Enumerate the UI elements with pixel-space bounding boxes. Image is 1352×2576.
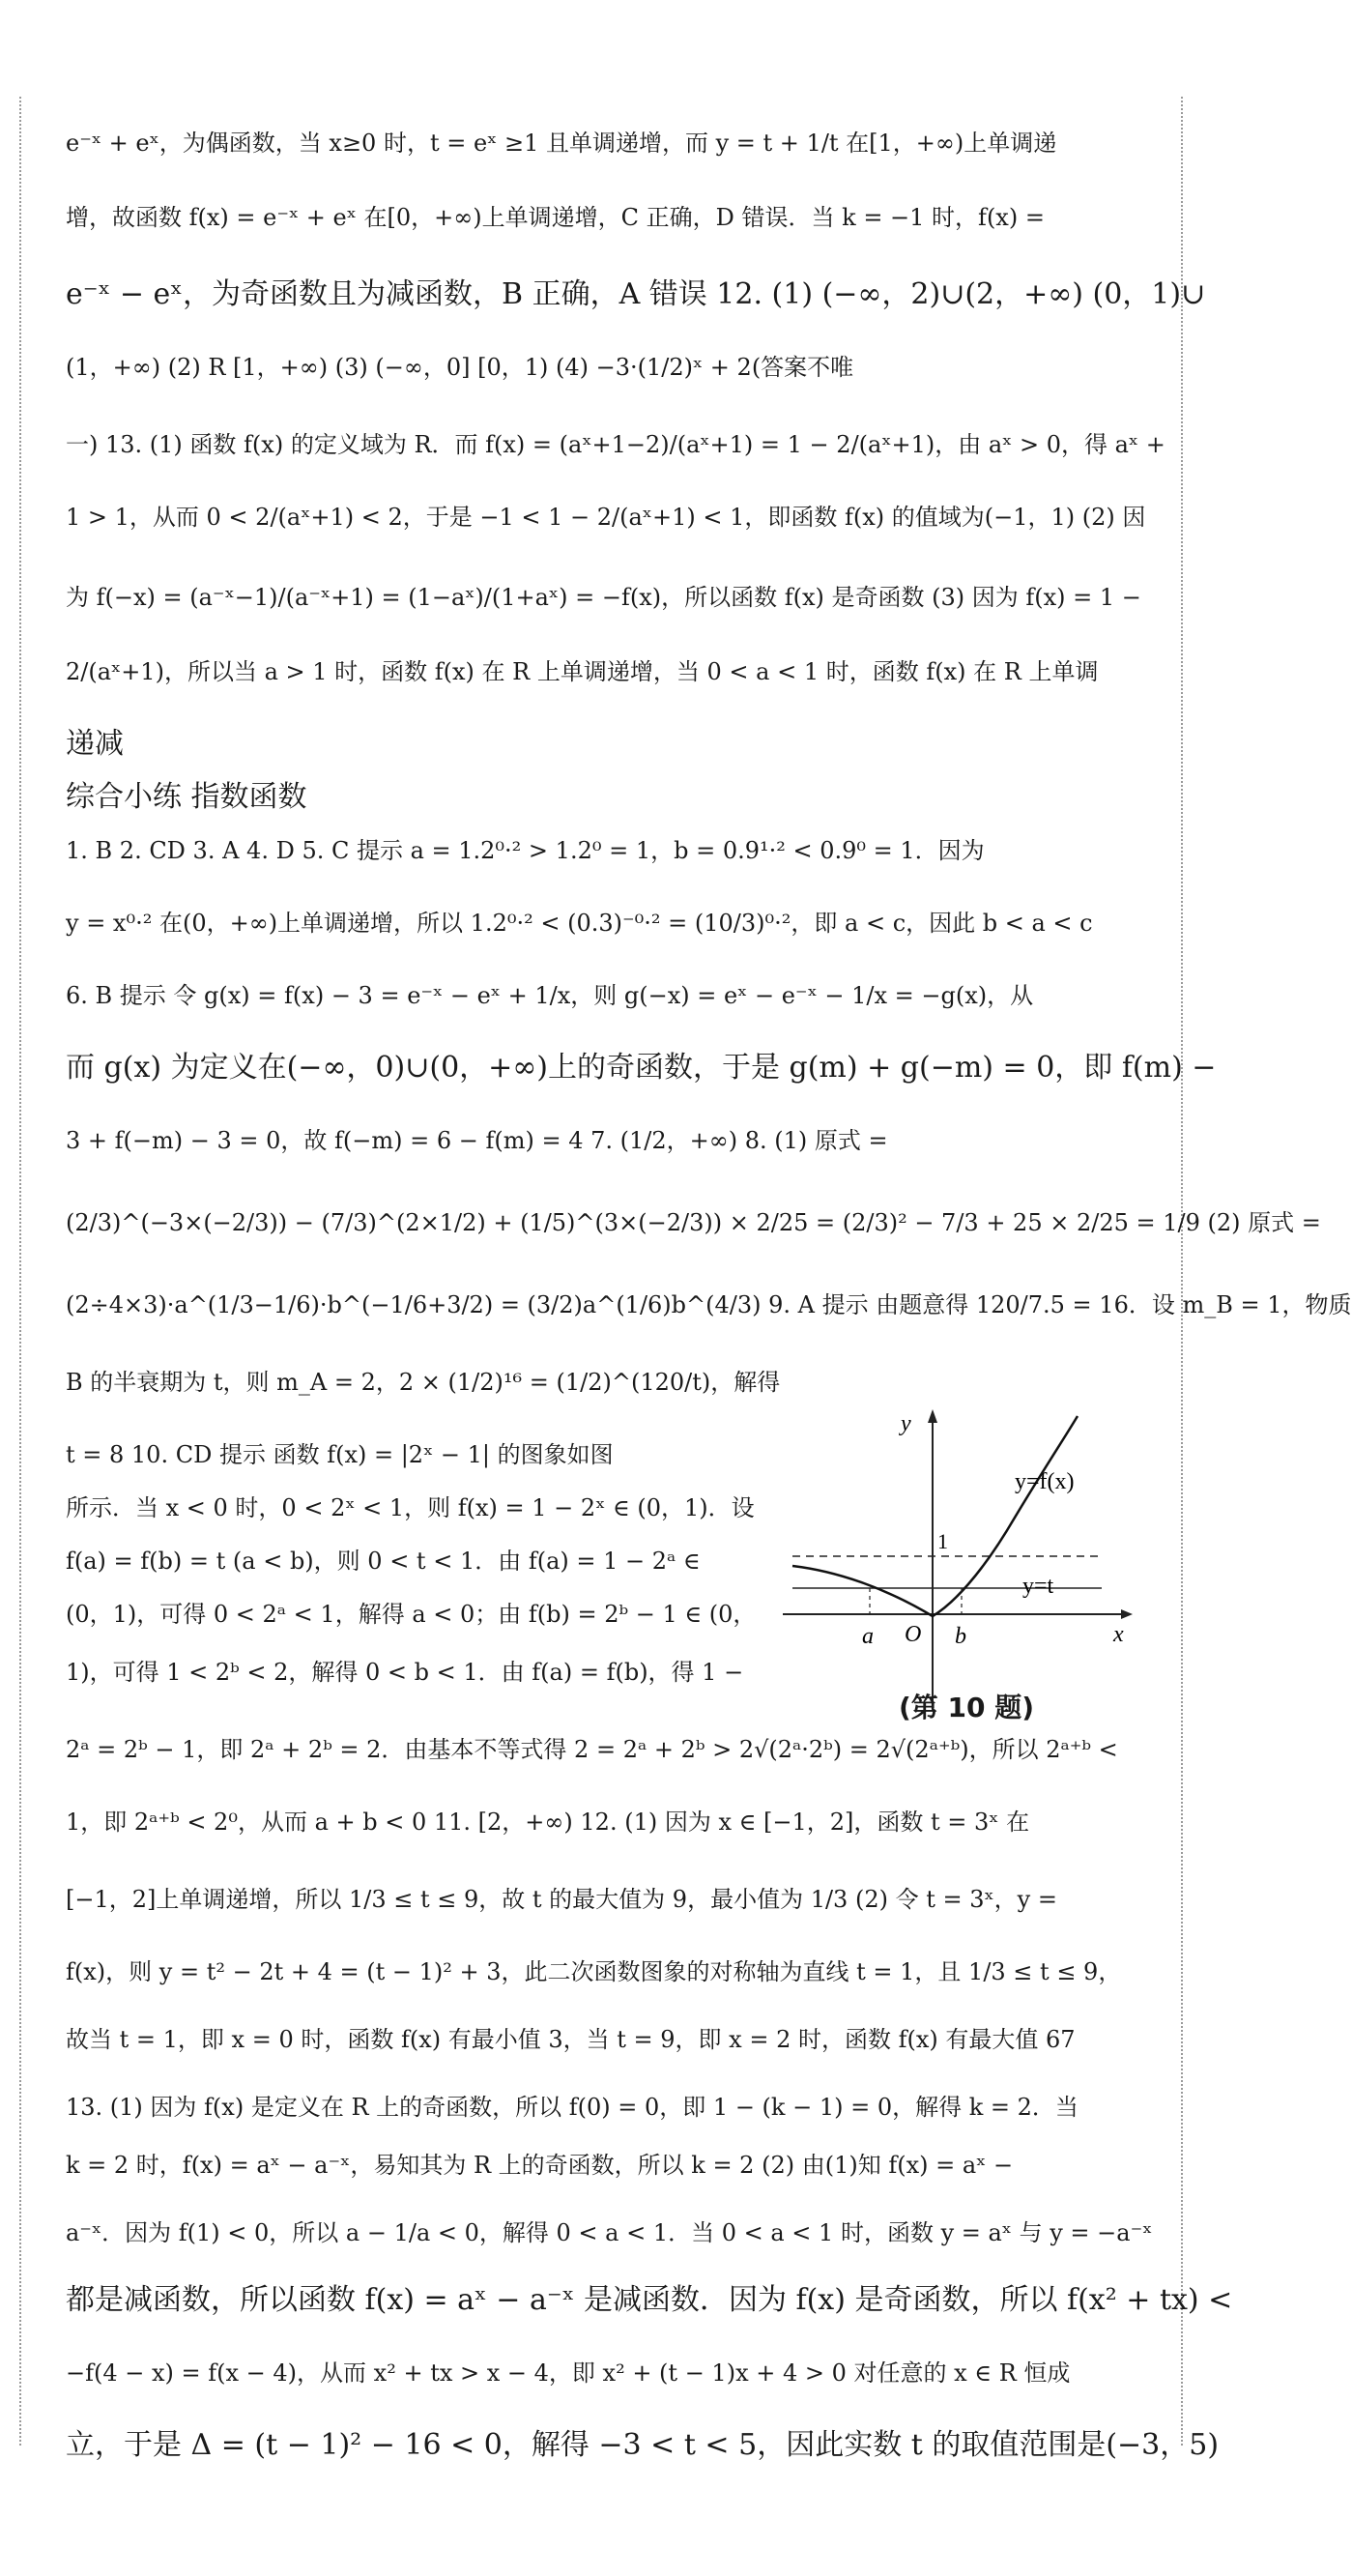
a-label: a [862,1624,874,1649]
text-line: 增，故函数 f(x) = e⁻ˣ + eˣ 在[0，+∞)上单调递增，C 正确，D 错误．当 k = −1 时，f(x) = [66,204,1045,231]
text-line: 都是减函数，所以函数 f(x) = aˣ − a⁻ˣ 是减函数．因为 f(x) 是奇函数，所以 f(x² + tx) < [66,2283,1233,2317]
text-line: f(x)，则 y = t² − 2t + 4 = (t − 1)² + 3，此二次函数图象的对称轴为直线 t = 1，且 1/3 ≤ t ≤ 9， [66,1958,1122,1985]
text-line: 2ᵃ = 2ᵇ − 1，即 2ᵃ + 2ᵇ = 2．由基本不等式得 2 = 2ᵃ + 2ᵇ > 2√(2ᵃ·2ᵇ) = 2√(2ᵃ⁺ᵇ)，所以 2ᵃ⁺ᵇ < [66,1736,1118,1763]
text-line: 递减 [66,727,124,761]
text-line: y = x⁰·² 在(0，+∞)上单调递增，所以 1.2⁰·² < (0.3)⁻⁰·² = (10/3)⁰·²，即 a < c，因此 b < a < c [66,910,1093,937]
text-line: e⁻ˣ + eˣ，为偶函数，当 x≥0 时，t = eˣ ≥1 且单调递增，而 y = t + 1/t 在[1，+∞)上单调递 [66,130,1057,157]
text-line: f(a) = f(b) = t (a < b)，则 0 < t < 1．由 f(a) = 1 − 2ᵃ ∈ [66,1548,701,1575]
text-line: −f(4 − x) = f(x − 4)，从而 x² + tx > x − 4，即 x² + (t − 1)x + 4 > 0 对任意的 x ∈ R 恒成 [66,2359,1071,2387]
curve-label: y=f(x) [1015,1469,1075,1494]
text-line: 而 g(x) 为定义在(−∞，0)∪(0，+∞)上的奇函数，于是 g(m) + g(−m) = 0，即 f(m) − [66,1051,1217,1085]
left-margin-rule [19,97,21,2446]
figure-10-graph [783,1402,1140,1721]
text-line: 为 f(−x) = (a⁻ˣ−1)/(a⁻ˣ+1) = (1−aˣ)/(1+aˣ) = −f(x)，所以函数 f(x) 是奇函数 (3) 因为 f(x) = 1 − [66,584,1141,611]
x-axis-arrow [1121,1609,1133,1619]
text-line: B 的半衰期为 t，则 m_A = 2，2 × (1/2)¹⁶ = (1/2)^(120/t)，解得 [66,1369,781,1396]
text-line: 2/(aˣ+1)，所以当 a > 1 时，函数 f(x) 在 R 上单调递增，当 0 < a < 1 时，函数 f(x) 在 R 上单调 [66,658,1099,685]
x-axis-label: x [1113,1622,1124,1647]
text-line: (1，+∞) (2) R [1，+∞) (3) (−∞，0] [0，1) (4) −3·(1/2)ˣ + 2(答案不唯 [66,354,854,381]
text-line: (2/3)^(−3×(−2/3)) − (7/3)^(2×1/2) + (1/5)^(3×(−2/3)) × 2/25 = (2/3)² − 7/3 + 25 × 2/25 = 1/9 (2) 原式 = [66,1209,1321,1236]
text-line: 所示．当 x < 0 时，0 < 2ˣ < 1，则 f(x) = 1 − 2ˣ ∈ (0，1)．设 [66,1494,755,1521]
line-label: y=t [1022,1574,1054,1599]
text-line: a⁻ˣ．因为 f(1) < 0，所以 a − 1/a < 0，解得 0 < a < 1．当 0 < a < 1 时，函数 y = aˣ 与 y = −a⁻ˣ [66,2219,1153,2246]
text-line: [−1，2]上单调递增，所以 1/3 ≤ t ≤ 9，故 t 的最大值为 9，最小值为 1/3 (2) 令 t = 3ˣ，y = [66,1886,1057,1913]
text-line: 1. B 2. CD 3. A 4. D 5. C 提示 a = 1.2⁰·² > 1.2⁰ = 1，b = 0.9¹·² < 0.9⁰ = 1．因为 [66,837,985,864]
one-label: 1 [937,1529,948,1553]
y-axis-label: y [901,1411,911,1436]
right-margin-rule [1181,97,1183,2446]
text-line: 故当 t = 1，即 x = 0 时，函数 f(x) 有最小值 3，当 t = 9，即 x = 2 时，函数 f(x) 有最大值 67 [66,2026,1076,2053]
text-line: t = 8 10. CD 提示 函数 f(x) = |2ˣ − 1| 的图象如图 [66,1441,614,1468]
text-line: (2÷4×3)·a^(1/3−1/6)·b^(−1/6+3/2) = (3/2)a^(1/6)b^(4/3) 9. A 提示 由题意得 120/7.5 = 16．设 m_B = 1，物质 [66,1291,1352,1318]
text-line: 3 + f(−m) − 3 = 0，故 f(−m) = 6 − f(m) = 4 7. (1/2，+∞) 8. (1) 原式 = [66,1127,888,1154]
origin-label: O [905,1622,922,1647]
text-line: (0，1)，可得 0 < 2ᵃ < 1，解得 a < 0；由 f(b) = 2ᵇ − 1 ∈ (0， [66,1601,757,1628]
section-title: 综合小练 指数函数 [66,780,307,814]
y-axis-arrow [928,1409,937,1423]
text-line: 立，于是 Δ = (t − 1)² − 16 < 0，解得 −3 < t < 5，因此实数 t 的取值范围是(−3，5) [66,2428,1220,2462]
b-label: b [955,1624,966,1649]
text-line: 1 > 1，从而 0 < 2/(aˣ+1) < 2，于是 −1 < 1 − 2/(aˣ+1) < 1，即函数 f(x) 的值域为(−1，1) (2) 因 [66,504,1146,531]
text-line: k = 2 时，f(x) = aˣ − a⁻ˣ，易知其为 R 上的奇函数，所以 k = 2 (2) 由(1)知 f(x) = aˣ − [66,2152,1014,2179]
text-line: 一) 13. (1) 函数 f(x) 的定义域为 R．而 f(x) = (aˣ+1−2)/(aˣ+1) = 1 − 2/(aˣ+1)，由 aˣ > 0，得 aˣ + [66,431,1165,458]
text-line: 6. B 提示 令 g(x) = f(x) − 3 = e⁻ˣ − eˣ + 1/x，则 g(−x) = eˣ − e⁻ˣ − 1/x = −g(x)，从 [66,982,1034,1009]
text-line: e⁻ˣ − eˣ，为奇函数且为减函数，B 正确，A 错误 12. (1) (−∞，2)∪(2，+∞) (0，1)∪ [66,277,1206,311]
text-line: 1，即 2ᵃ⁺ᵇ < 2⁰，从而 a + b < 0 11. [2，+∞) 12. (1) 因为 x ∈ [−1，2]，函数 t = 3ˣ 在 [66,1809,1030,1836]
text-line: 1)，可得 1 < 2ᵇ < 2，解得 0 < b < 1．由 f(a) = f(b)，得 1 − [66,1659,744,1686]
figure-caption: (第 10 题) [899,1692,1035,1723]
text-line: 13. (1) 因为 f(x) 是定义在 R 上的奇函数，所以 f(0) = 0，即 1 − (k − 1) = 0，解得 k = 2．当 [66,2094,1079,2121]
